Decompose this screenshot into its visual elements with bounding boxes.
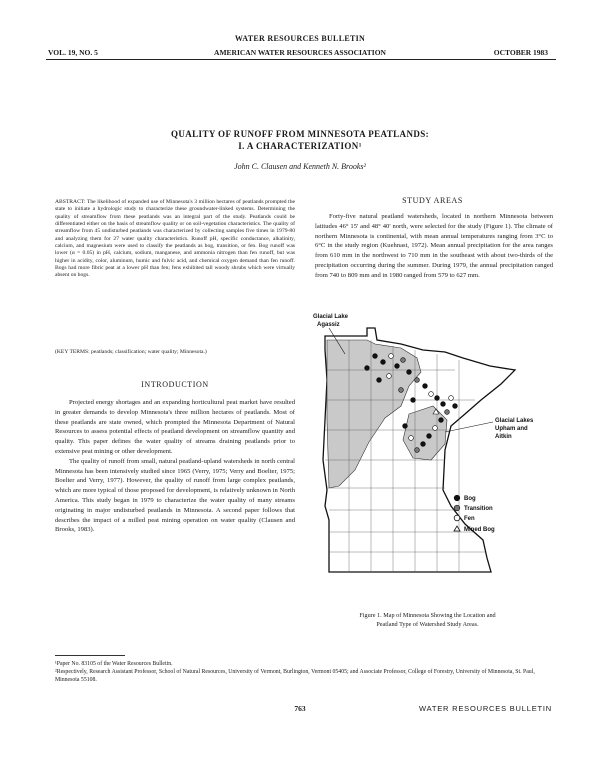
site-marker-bog [365, 366, 370, 371]
figure-1-map [305, 310, 550, 606]
study-areas-body [315, 212, 553, 281]
footnote-rule [55, 655, 125, 656]
volume-number: VOL. 19, NO. 5 [48, 48, 98, 57]
site-marker-fen [389, 354, 394, 359]
footnote-2: ²Respectively, Research Assistant Professor, School of Natural Resources, University of Vermont, Burlington, Vermont 05405; and Associate Professor, College of Forestry, University of Minnesota, St. Paul, Minnesota 55108. [55, 669, 535, 683]
running-header [0, 34, 600, 43]
label-upham-and: Upham and [495, 426, 528, 432]
caption-line-1: Figure 1. Map of Minnesota Showing the Location and [359, 612, 496, 619]
legend-mined-bog: Mined Bog [464, 527, 495, 533]
site-marker-transition [445, 410, 450, 415]
authors: John C. Clausen and Kenneth N. Brooks² [234, 162, 366, 171]
site-marker-bog [377, 378, 382, 383]
association-name: AMERICAN WATER RESOURCES ASSOCIATION [214, 48, 386, 57]
introduction-heading: INTRODUCTION [141, 380, 209, 389]
footer-journal-name: WATER RESOURCES BULLETIN [419, 704, 552, 713]
site-marker-fen [387, 374, 392, 379]
issue-date: OCTOBER 1983 [493, 48, 548, 57]
label-glacial-lake-agassiz-2: Agassiz [317, 322, 340, 328]
legend-transition: Transition [464, 506, 493, 512]
figure-1-caption [305, 612, 550, 629]
abstract [55, 199, 295, 280]
site-marker-transition [399, 388, 404, 393]
site-marker-bog [439, 418, 444, 423]
title-line-2: I. A CHARACTERIZATION¹ [238, 141, 362, 151]
caption-line-2: Peatland Type of Watershed Study Areas. [376, 620, 479, 628]
site-marker-bog [441, 402, 446, 407]
site-marker-bog [423, 384, 428, 389]
minnesota-map [305, 310, 550, 606]
header-rule [46, 59, 556, 60]
journal-name: WATER RESOURCES BULLETIN [234, 34, 366, 43]
intro-paragraph-2: The quality of runoff from small, natural peatland-upland watersheds in north central Minnesota has been intensively studied since 1965 (Verry, 1975; Verry and Boelter, 1975; Boelter and Verry, 1977). However, the quality of runoff from large complex peatlands, which are more typical of those proposed for development, is relatively unknown in North America. This study began in 1979 to characterize the water quality of many streams originating in major undisturbed peatlands in Minnesota. A second paper follows that describes the impact of a milled peat mining operation on water quality (Clausen and Brooks, 1983). [55, 457, 295, 534]
site-marker-fen [449, 396, 454, 401]
study-paragraph-1: Forty-five natural peatland watersheds, located in northern Minnesota between latitudes 46° 15' and 48° 40' north, were selected for the study (Figure 1). The climate of northern Minnesota is continental, with mean annual temperatures ranging from 3°C to 6°C in the study region (Kuehnast, 1972). Mean annual precipitation for the area ranges from 610 mm in the northwest to 710 mm in the southeast with about two-thirds of the precipitation occurring during the summer. During 1979, the annual precipitation ranged from 740 to 809 mm and in 1980 ranged from 579 to 627 mm. [315, 213, 553, 279]
site-marker-transition [401, 358, 406, 363]
study-areas-heading: STUDY AREAS [402, 196, 463, 205]
article-title [0, 128, 600, 152]
site-marker-bog [407, 370, 412, 375]
footnote-1: ¹Paper No. 83105 of the Water Resources Bulletin. [55, 661, 173, 667]
site-marker-bog [427, 434, 432, 439]
legend-bog: Bog [464, 496, 476, 502]
intro-paragraph-1: Projected energy shortages and an expanding horticultural peat market have resulted in greater demands to develop Minnesota's three million hectares of peatlands. Most of these peatlands are state owned, which prompted the Minnesota Department of Natural Resources to assess potential effects of peatland development on streamflow quantity and quality. This paper defines the water quality of streams draining peatlands prior to extensive peat mining or other development. [55, 399, 295, 455]
site-marker-bog [435, 396, 440, 401]
footnotes [55, 660, 555, 684]
legend-fen: Fen [464, 516, 475, 522]
introduction-body [55, 398, 295, 535]
label-glacial-lake-agassiz-1: Glacial Lake [313, 314, 349, 320]
label-glacial-lakes: Glacial Lakes [495, 418, 534, 424]
site-marker-bog [453, 404, 458, 409]
title-line-1: QUALITY OF RUNOFF FROM MINNESOTA PEATLANDS: [170, 129, 430, 139]
site-marker-bog [411, 398, 416, 403]
site-marker-bog [395, 364, 400, 369]
site-marker-bog [381, 360, 386, 365]
site-marker-bog [403, 424, 408, 429]
label-aitkin: Aitkin [495, 434, 512, 440]
site-marker-fen [429, 392, 434, 397]
site-marker-fen [409, 436, 414, 441]
site-marker-bog [373, 354, 378, 359]
page-number: 763 [294, 704, 306, 713]
site-marker-fen [433, 426, 438, 431]
site-marker-bog [421, 442, 426, 447]
site-marker-transition [415, 448, 420, 453]
key-terms: (KEY TERMS: peatlands; classification; water quality; Minnesota.) [55, 349, 207, 355]
abstract-label: ABSTRACT: [55, 199, 86, 205]
site-marker-transition [415, 378, 420, 383]
abstract-text: The likelihood of expanded use of Minnesota's 3 million hectares of peatlands prompted the state to initiate a hydrologic study to characterize these groundwater-linked systems. Determining the quality of streamflow from these peatlands was an integral part of the study. Peatlands could be differentiated either on the basis of streamflow quality or on soil-vegetation characteristics. The quality of streamflow from 45 undisturbed peatlands was characterized by collecting samples five times in 1979-80 and analyzing them for 27 water quality characteristics. Runoff pH, specific conductance, alkalinity, calcium, and magnesium were used to classify the peatlands as bog, transition, or fen. Bog runoff was lower (α = 0.05) in pH, calcium, sodium, manganese, and ammonia nitrogen than fen runoff, but was higher in acidity, color, aluminum, humic and fulvic acid, and chemical oxygen demand than fen runoff. Bogs had more fibric peat at a lower pH than fen; fens exhibited tall woody shrubs which were virtually absent on bogs. [55, 199, 295, 279]
